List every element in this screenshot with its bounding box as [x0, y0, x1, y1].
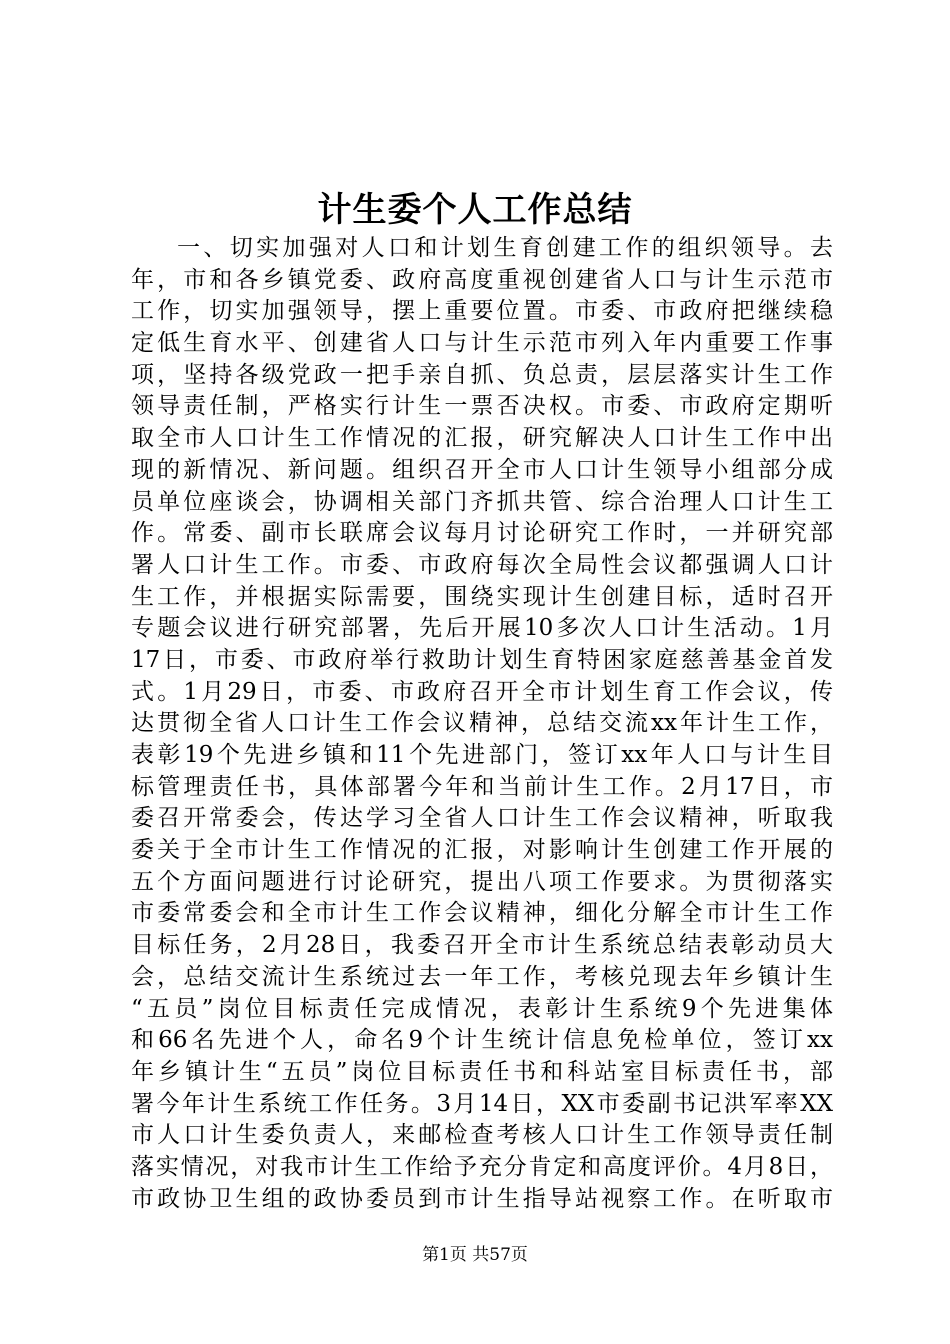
body-line: 表彰19个先进乡镇和11个先进部门，签订xx年人口与计生目 — [131, 742, 833, 768]
document-title: 计生委个人工作总结 — [317, 190, 633, 230]
body-line: 市政协卫生组的政协委员到市计生指导站视察工作。在听取市 — [131, 1185, 833, 1212]
page-footer — [0, 1243, 950, 1267]
body-line: 署今年计生系统工作任务。3月14日，XX市委副书记洪军率XX — [131, 1090, 833, 1117]
body-line: 会，总结交流计生系统过去一年工作，考核兑现去年乡镇计生 — [131, 963, 833, 990]
body-line: 作。常委、副市长联席会议每月讨论研究工作时，一并研究部 — [131, 520, 833, 547]
body-line: 达贯彻全省人口计生工作会议精神，总结交流xx年计生工作， — [131, 710, 833, 737]
body-line: “五员”岗位目标责任完成情况，表彰计生系统9个先进集体 — [131, 995, 833, 1022]
body-line: 五个方面问题进行讨论研究，提出八项工作要求。为贯彻落实 — [131, 868, 833, 895]
body-line: 员单位座谈会，协调相关部门齐抓共管、综合治理人口计生工 — [131, 488, 833, 515]
body-line: 目标任务，2月28日，我委召开全市计生系统总结表彰动员大 — [131, 932, 833, 959]
body-line: 专题会议进行研究部署，先后开展10多次人口计生活动。1月 — [131, 615, 833, 642]
body-line: 生工作，并根据实际需要，围绕实现计生创建目标，适时召开 — [131, 583, 833, 610]
body-line: 标管理责任书，具体部署今年和当前计生工作。2月17日，市 — [131, 773, 833, 800]
body-line: 署人口计生工作。市委、市政府每次全局性会议都强调人口计 — [131, 551, 833, 578]
document-body — [131, 233, 833, 1215]
body-line: 式。1月29日，市委、市政府召开全市计划生育工作会议，传 — [131, 678, 833, 705]
body-line: 工作，切实加强领导，摆上重要位置。市委、市政府把继续稳 — [131, 298, 833, 325]
body-line: 一、切实加强对人口和计划生育创建工作的组织领导。去 — [177, 235, 833, 261]
body-line: 领导责任制，严格实行计生一票否决权。市委、市政府定期听 — [131, 393, 833, 420]
body-line: 现的新情况、新问题。组织召开全市人口计生领导小组部分成 — [131, 456, 833, 483]
body-line: 定低生育水平、创建省人口与计生示范市列入年内重要工作事 — [131, 330, 833, 357]
body-line: 市委常委会和全市计生工作会议精神，细化分解全市计生工作 — [131, 900, 833, 927]
page-number: 第1页 共57页 — [422, 1245, 528, 1265]
body-line: 落实情况，对我市计生工作给予充分肯定和高度评价。4月8日， — [131, 1153, 833, 1180]
body-line: 年，市和各乡镇党委、政府高度重视创建省人口与计生示范市 — [131, 266, 833, 293]
body-line: 市人口计生委负责人，来邮检查考核人口计生工作领导责任制 — [131, 1122, 833, 1149]
body-line: 委召开常委会，传达学习全省人口计生工作会议精神，听取我 — [131, 805, 833, 832]
body-line: 取全市人口计生工作情况的汇报，研究解决人口计生工作中出 — [131, 425, 833, 452]
body-line: 年乡镇计生“五员”岗位目标责任书和科站室目标责任书，部 — [131, 1058, 833, 1085]
body-line: 委关于全市计生工作情况的汇报，对影响计生创建工作开展的 — [131, 837, 833, 864]
body-line: 项，坚持各级党政一把手亲自抓、负总责，层层落实计生工作 — [131, 361, 833, 388]
body-line: 和66名先进个人，命名9个计生统计信息免检单位，签订xx — [131, 1027, 833, 1054]
body-line: 17日，市委、市政府举行救助计划生育特困家庭慈善基金首发 — [131, 646, 833, 673]
